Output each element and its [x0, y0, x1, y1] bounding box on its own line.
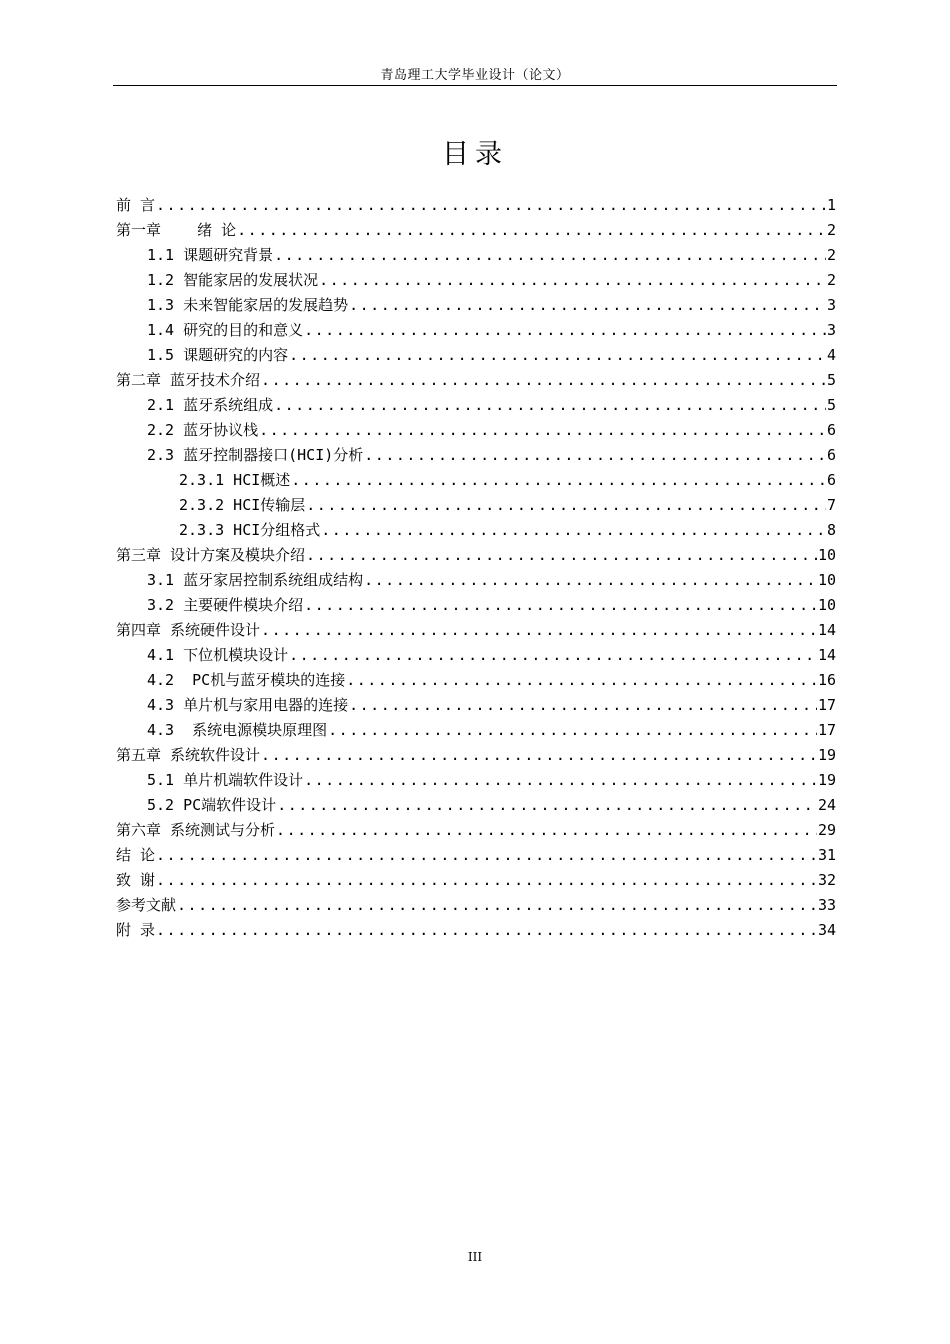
toc-entry-title: 前 言 — [116, 196, 156, 214]
toc-entry-title: 附 录 — [116, 921, 156, 939]
toc-dot-leader — [237, 218, 826, 243]
toc-dot-leader — [328, 718, 817, 743]
toc-entry-title: 5.2 PC端软件设计 — [147, 796, 277, 814]
toc-entry-page-number: 6 — [826, 446, 836, 464]
toc-entry-page-number: 19 — [817, 746, 836, 764]
toc-entry[interactable] — [116, 418, 836, 443]
toc-dot-leader — [319, 268, 826, 293]
toc-dot-leader — [321, 518, 826, 543]
toc-entry-page-number: 31 — [817, 846, 836, 864]
toc-dot-leader — [291, 468, 826, 493]
toc-dot-leader — [364, 568, 817, 593]
toc-entry[interactable] — [116, 268, 836, 293]
toc-entry-page-number: 5 — [826, 371, 836, 389]
toc-entry-title: 3.2 主要硬件模块介绍 — [147, 596, 304, 614]
toc-dot-leader — [156, 193, 826, 218]
toc-entry-page-number: 7 — [826, 496, 836, 514]
toc-entry[interactable] — [116, 743, 836, 768]
toc-entry-page-number: 6 — [826, 421, 836, 439]
toc-dot-leader — [274, 393, 826, 418]
toc-entry-page-number: 3 — [826, 321, 836, 339]
toc-entry-page-number: 1 — [826, 196, 836, 214]
toc-entry-title: 2.3.1 HCI概述 — [179, 471, 291, 489]
toc-entry-page-number: 10 — [817, 571, 836, 589]
toc-entry-page-number: 10 — [817, 596, 836, 614]
toc-entry[interactable] — [116, 543, 836, 568]
toc-entry-page-number: 29 — [817, 821, 836, 839]
toc-entry-page-number: 10 — [817, 546, 836, 564]
toc-entry-page-number: 17 — [817, 721, 836, 739]
toc-entry-page-number: 2 — [826, 221, 836, 239]
toc-dot-leader — [364, 443, 826, 468]
toc-entry-page-number: 6 — [826, 471, 836, 489]
toc-entry[interactable] — [116, 793, 836, 818]
toc-entry[interactable] — [116, 593, 836, 618]
toc-dot-leader — [156, 918, 817, 943]
running-header: 青岛理工大学毕业设计（论文） — [380, 68, 570, 83]
toc-entry[interactable] — [116, 518, 836, 543]
toc-entry-title: 4.2 PC机与蓝牙模块的连接 — [147, 671, 346, 689]
toc-dot-leader — [261, 618, 817, 643]
toc-entry-title: 2.3 蓝牙控制器接口(HCI)分析 — [147, 446, 364, 464]
toc-entry-title: 第六章 系统测试与分析 — [116, 821, 276, 839]
toc-entry[interactable] — [116, 193, 836, 218]
toc-entry-title: 参考文献 — [116, 896, 177, 914]
toc-entry[interactable] — [116, 643, 836, 668]
toc-entry-page-number: 2 — [826, 271, 836, 289]
toc-entry-page-number: 24 — [817, 796, 836, 814]
toc-entry[interactable] — [116, 818, 836, 843]
toc-entry-title: 第五章 系统软件设计 — [116, 746, 261, 764]
toc-entry[interactable] — [116, 468, 836, 493]
toc-entry-title: 1.2 智能家居的发展状况 — [147, 271, 319, 289]
toc-dot-leader — [306, 493, 826, 518]
toc-entry[interactable] — [116, 318, 836, 343]
header-rule — [113, 85, 837, 86]
page-title: 目录 — [442, 139, 508, 170]
toc-entry-page-number: 14 — [817, 646, 836, 664]
toc-entry-page-number: 32 — [817, 871, 836, 889]
toc-entry-page-number: 8 — [826, 521, 836, 539]
toc-entry-title: 1.4 研究的目的和意义 — [147, 321, 304, 339]
toc-dot-leader — [346, 668, 817, 693]
toc-dot-leader — [349, 293, 826, 318]
toc-entry[interactable] — [116, 618, 836, 643]
toc-dot-leader — [276, 818, 817, 843]
toc-entry[interactable] — [116, 693, 836, 718]
toc-entry[interactable] — [116, 443, 836, 468]
toc-dot-leader — [177, 893, 817, 918]
toc-entry[interactable] — [116, 843, 836, 868]
toc-entry-title: 致 谢 — [116, 871, 156, 889]
toc-dot-leader — [349, 693, 817, 718]
toc-dot-leader — [304, 768, 817, 793]
toc-entry-page-number: 33 — [817, 896, 836, 914]
toc-entry-title: 3.1 蓝牙家居控制系统组成结构 — [147, 571, 364, 589]
toc-entry[interactable] — [116, 918, 836, 943]
toc-entry-title: 1.1 课题研究背景 — [147, 246, 274, 264]
toc-entry-page-number: 19 — [817, 771, 836, 789]
toc-dot-leader — [261, 743, 817, 768]
toc-entry-title: 第一章 绪 论 — [116, 221, 237, 239]
toc-entry-title: 1.3 未来智能家居的发展趋势 — [147, 296, 349, 314]
toc-entry-title: 2.2 蓝牙协议栈 — [147, 421, 259, 439]
toc-entry[interactable] — [116, 768, 836, 793]
toc-entry-title: 4.1 下位机模块设计 — [147, 646, 289, 664]
page-number: III — [467, 1250, 483, 1264]
toc-entry[interactable] — [116, 718, 836, 743]
toc-dot-leader — [289, 643, 817, 668]
table-of-contents — [116, 193, 836, 943]
toc-entry-title: 第三章 设计方案及模块介绍 — [116, 546, 306, 564]
toc-entry[interactable] — [116, 893, 836, 918]
toc-entry-title: 第四章 系统硬件设计 — [116, 621, 261, 639]
toc-dot-leader — [156, 843, 817, 868]
toc-entry[interactable] — [116, 243, 836, 268]
toc-entry[interactable] — [116, 368, 836, 393]
toc-entry-title: 4.3 单片机与家用电器的连接 — [147, 696, 349, 714]
toc-entry[interactable] — [116, 293, 836, 318]
toc-entry-page-number: 16 — [817, 671, 836, 689]
toc-entry-title: 2.1 蓝牙系统组成 — [147, 396, 274, 414]
toc-entry-page-number: 34 — [817, 921, 836, 939]
toc-entry-page-number: 2 — [826, 246, 836, 264]
toc-entry[interactable] — [116, 343, 836, 368]
toc-entry-page-number: 14 — [817, 621, 836, 639]
toc-dot-leader — [304, 318, 826, 343]
toc-dot-leader — [289, 343, 826, 368]
toc-dot-leader — [156, 868, 817, 893]
toc-entry[interactable] — [116, 493, 836, 518]
toc-entry[interactable] — [116, 668, 836, 693]
toc-entry-title: 1.5 课题研究的内容 — [147, 346, 289, 364]
toc-entry-title: 2.3.2 HCI传输层 — [179, 496, 306, 514]
toc-dot-leader — [259, 418, 826, 443]
toc-entry-page-number: 3 — [826, 296, 836, 314]
toc-entry-title: 2.3.3 HCI分组格式 — [179, 521, 321, 539]
toc-dot-leader — [306, 543, 817, 568]
toc-dot-leader — [277, 793, 817, 818]
toc-entry[interactable] — [116, 218, 836, 243]
toc-entry[interactable] — [116, 393, 836, 418]
toc-dot-leader — [261, 368, 826, 393]
toc-entry[interactable] — [116, 868, 836, 893]
toc-dot-leader — [304, 593, 817, 618]
toc-dot-leader — [274, 243, 826, 268]
toc-entry-title: 4.3 系统电源模块原理图 — [147, 721, 328, 739]
toc-entry-page-number: 5 — [826, 396, 836, 414]
toc-entry-title: 结 论 — [116, 846, 156, 864]
toc-entry-page-number: 17 — [817, 696, 836, 714]
toc-entry[interactable] — [116, 568, 836, 593]
toc-entry-title: 5.1 单片机端软件设计 — [147, 771, 304, 789]
toc-entry-page-number: 4 — [826, 346, 836, 364]
toc-entry-title: 第二章 蓝牙技术介绍 — [116, 371, 261, 389]
